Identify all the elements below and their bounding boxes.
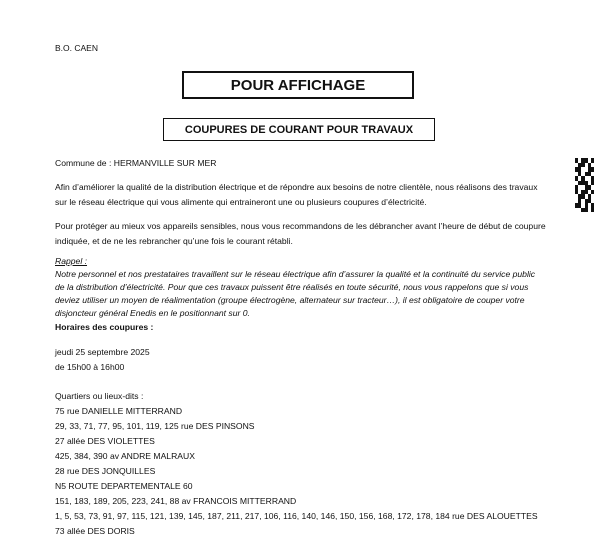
horaires-heading bbox=[55, 320, 555, 335]
main-title-box bbox=[182, 71, 414, 99]
rappel-label: Rappel : bbox=[55, 256, 88, 266]
horaires-details bbox=[55, 345, 555, 375]
rappel-paragraph bbox=[55, 255, 555, 320]
office-label: B.O. CAEN bbox=[55, 43, 98, 53]
qr-code-icon bbox=[575, 158, 594, 212]
rappel-line-3: deviez utiliser un moyen de réalimentation (groupe électrogène, alternateur sur tracteur…), il est obligatoire de couper votre bbox=[55, 295, 525, 305]
quartier-item: N5 ROUTE DEPARTEMENTALE 60 bbox=[55, 481, 193, 491]
quartiers-section bbox=[55, 389, 555, 539]
quartiers-label: Quartiers ou lieux-dits : bbox=[55, 391, 144, 401]
quartier-item: 28 rue DES JONQUILLES bbox=[55, 466, 156, 476]
rappel-line-2: de la distribution d’électricité. Pour que ces travaux puissent être réalisés en toute sécurité, nous vous rappelons que si vous bbox=[55, 282, 529, 292]
commune-text: Commune de : HERMANVILLE SUR MER bbox=[55, 158, 217, 168]
quartier-item: 1, 5, 53, 73, 91, 97, 115, 121, 139, 145, 187, 211, 217, 106, 116, 140, 146, 150, 156, 168, 172, 178, 184 rue DES ALOUETTES bbox=[55, 511, 538, 521]
intro-line-1: Afin d’améliorer la qualité de la distribution électrique et de répondre aux besoins de notre clientèle, nous réalisons des travaux bbox=[55, 182, 538, 192]
quartier-item: 75 rue DANIELLE MITTERRAND bbox=[55, 406, 183, 416]
quartier-item: 27 allée DES VIOLETTES bbox=[55, 436, 155, 446]
horaires-label: Horaires des coupures : bbox=[55, 322, 154, 332]
quartier-item: 29, 33, 71, 77, 95, 101, 119, 125 rue DES PINSONS bbox=[55, 421, 255, 431]
quartier-item: 73 allée DES DORIS bbox=[55, 526, 135, 536]
intro-paragraph bbox=[55, 180, 555, 210]
quartier-item: 425, 384, 390 av ANDRE MALRAUX bbox=[55, 451, 195, 461]
rappel-line-1: Notre personnel et nos prestataires travaillent sur le réseau électrique afin d’assurer la qualité et la continuité du service public bbox=[55, 269, 536, 279]
protect-line-1: Pour protéger au mieux vos appareils sensibles, nous vous recommandons de les débrancher avant l’heure de début de coupure bbox=[55, 221, 546, 231]
subtitle: COUPURES DE COURANT POUR TRAVAUX bbox=[184, 123, 414, 136]
protect-line-2: indiquée, et de ne les rebrancher qu’une fois le courant rétabli. bbox=[55, 236, 293, 246]
rappel-line-4: disjoncteur général Enedis en le positionnant sur 0. bbox=[55, 308, 250, 318]
horaires-time: de 15h00 à 16h00 bbox=[55, 362, 125, 372]
subtitle-box bbox=[163, 118, 435, 141]
protect-paragraph bbox=[55, 219, 555, 249]
main-title: POUR AFFICHAGE bbox=[230, 76, 366, 94]
qr-module bbox=[591, 208, 594, 213]
horaires-date: jeudi 25 septembre 2025 bbox=[55, 347, 150, 357]
intro-line-2: sur le réseau électrique qui vous alimente qui entraineront une ou plusieurs coupures d’électricité. bbox=[55, 197, 427, 207]
commune-line bbox=[55, 156, 555, 171]
quartier-item: 151, 183, 189, 205, 223, 241, 88 av FRANCOIS MITTERRAND bbox=[55, 496, 297, 506]
